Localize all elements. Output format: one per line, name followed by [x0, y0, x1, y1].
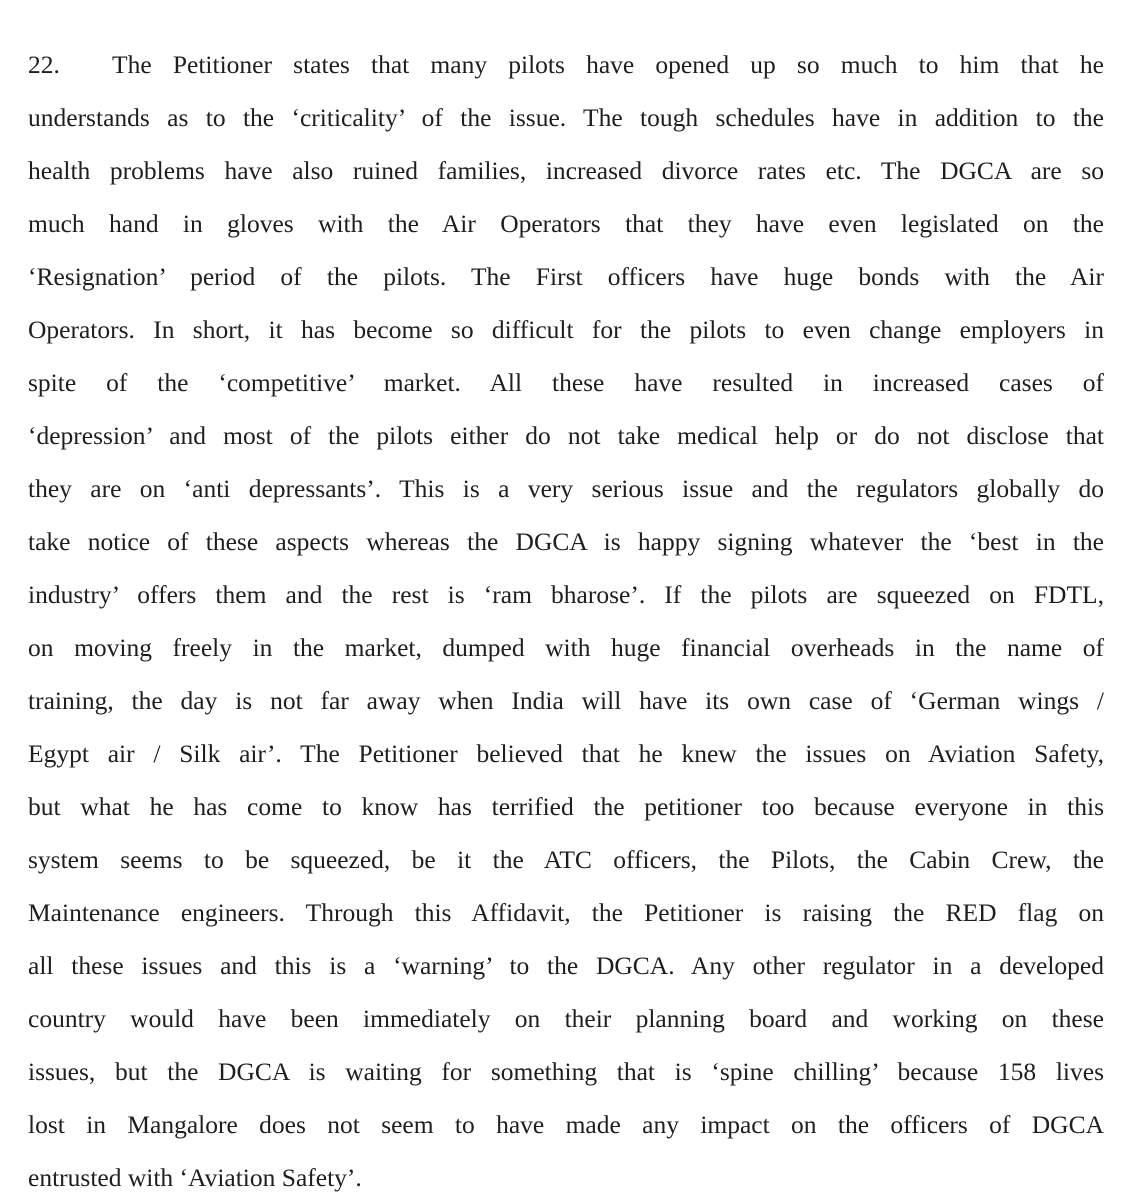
text-line-2: understands as to the ‘criticality’ of the issue. The tough schedules have in addition to the — [28, 103, 1104, 132]
text-line-13: training, the day is not far away when India will have its own case of ‘German wings / — [28, 686, 1104, 715]
text-line-10: take notice of these aspects whereas the DGCA is happy signing whatever the ‘best in the — [28, 527, 1104, 556]
text-line-21: lost in Mangalore does not seem to have made any impact on the officers of DGCA — [28, 1110, 1104, 1139]
text-line-11: industry’ offers them and the rest is ‘ram bharose’. If the pilots are squeezed on FDTL, — [28, 580, 1104, 609]
paragraph-number: 22. — [28, 50, 60, 79]
text-line-7: spite of the ‘competitive’ market. All these have resulted in increased cases of — [28, 368, 1104, 397]
text-line-12: on moving freely in the market, dumped with huge financial overheads in the name of — [28, 633, 1104, 662]
text-line-5: ‘Resignation’ period of the pilots. The First officers have huge bonds with the Air — [28, 262, 1104, 291]
text-line-14: Egypt air / Silk air’. The Petitioner believed that he knew the issues on Aviation Safety, — [28, 739, 1104, 768]
text-line-9: they are on ‘anti depressants’. This is a very serious issue and the regulators globally do — [28, 474, 1104, 503]
text-line-8: ‘depression’ and most of the pilots either do not take medical help or do not disclose that — [28, 421, 1104, 450]
text-line-1-content: The Petitioner states that many pilots have opened up so much to him that he — [112, 50, 1104, 79]
text-line-22: entrusted with ‘Aviation Safety’. — [28, 1163, 362, 1192]
text-line-6: Operators. In short, it has become so difficult for the pilots to even change employers in — [28, 315, 1104, 344]
text-line-18: all these issues and this is a ‘warning’ to the DGCA. Any other regulator in a developed — [28, 951, 1104, 980]
text-line-17: Maintenance engineers. Through this Affidavit, the Petitioner is raising the RED flag on — [28, 898, 1104, 927]
text-line-1 — [28, 38, 1104, 91]
text-line-3: health problems have also ruined families, increased divorce rates etc. The DGCA are so — [28, 156, 1104, 185]
paragraph-22 — [28, 38, 1104, 1204]
text-line-19: country would have been immediately on their planning board and working on these — [28, 1004, 1104, 1033]
text-line-20: issues, but the DGCA is waiting for something that is ‘spine chilling’ because 158 lives — [28, 1057, 1104, 1086]
text-line-16: system seems to be squeezed, be it the ATC officers, the Pilots, the Cabin Crew, the — [28, 845, 1104, 874]
text-line-4: much hand in gloves with the Air Operators that they have even legislated on the — [28, 209, 1104, 238]
text-line-15: but what he has come to know has terrified the petitioner too because everyone in this — [28, 792, 1104, 821]
